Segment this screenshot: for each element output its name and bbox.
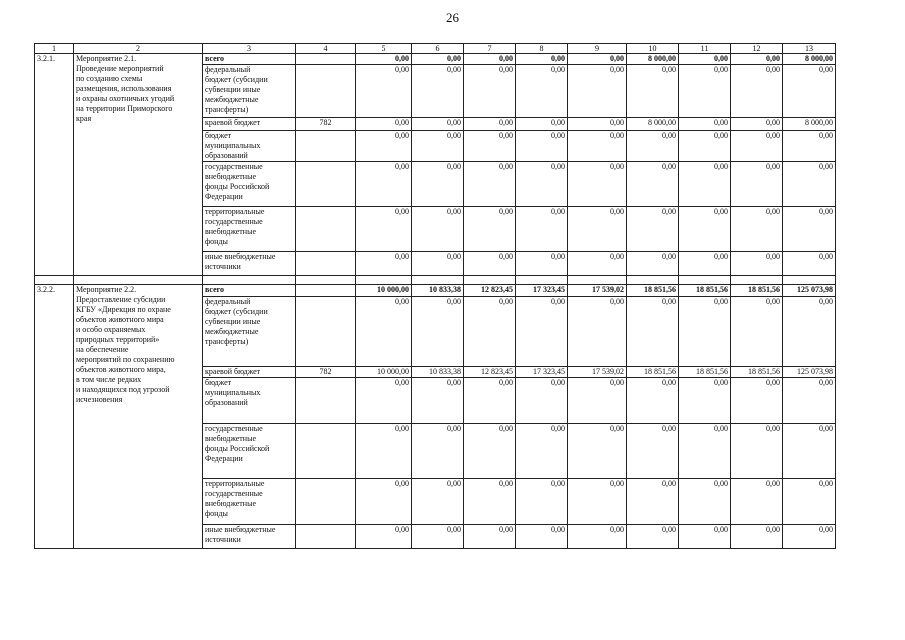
amount-cell: 0,00 <box>731 525 783 549</box>
funding-source: бюджет муниципальных образований <box>203 131 296 162</box>
amount-cell: 0,00 <box>412 207 464 252</box>
column-number-cell: 5 <box>356 44 412 54</box>
amount-cell: 0,00 <box>627 378 679 424</box>
amount-cell: 18 851,56 <box>731 285 783 297</box>
amount-cell: 0,00 <box>627 525 679 549</box>
amount-cell: 0,00 <box>731 252 783 276</box>
amount-cell: 0,00 <box>412 479 464 525</box>
amount-cell: 10 833,38 <box>412 367 464 378</box>
amount-cell: 0,00 <box>731 378 783 424</box>
amount-cell: 0,00 <box>412 525 464 549</box>
amount-cell: 0,00 <box>516 252 568 276</box>
amount-cell: 8 000,00 <box>627 54 679 65</box>
spacer-cell <box>203 276 296 285</box>
amount-cell: 0,00 <box>356 131 412 162</box>
amount-cell: 0,00 <box>568 424 627 479</box>
amount-cell: 0,00 <box>516 525 568 549</box>
amount-cell: 0,00 <box>516 54 568 65</box>
amount-cell: 0,00 <box>783 65 836 118</box>
amount-cell: 0,00 <box>627 207 679 252</box>
activity-code: 3.2.1. <box>35 54 74 276</box>
page-number: 26 <box>446 10 459 25</box>
amount-cell: 0,00 <box>464 131 516 162</box>
amount-cell: 0,00 <box>627 65 679 118</box>
amount-cell: 0,00 <box>464 424 516 479</box>
amount-cell: 0,00 <box>568 131 627 162</box>
amount-cell: 0,00 <box>516 131 568 162</box>
amount-cell: 10 000,00 <box>356 367 412 378</box>
amount-cell: 0,00 <box>783 131 836 162</box>
spacer-cell <box>464 276 516 285</box>
amount-cell: 17 539,02 <box>568 285 627 297</box>
amount-cell: 18 851,56 <box>679 285 731 297</box>
amount-cell: 0,00 <box>516 479 568 525</box>
amount-cell: 0,00 <box>679 131 731 162</box>
grbs-code <box>296 131 356 162</box>
amount-cell: 0,00 <box>356 378 412 424</box>
spacer-cell <box>412 276 464 285</box>
spacer-row <box>35 276 836 285</box>
amount-cell: 0,00 <box>679 424 731 479</box>
column-number-cell: 11 <box>679 44 731 54</box>
amount-cell: 0,00 <box>412 378 464 424</box>
amount-cell: 0,00 <box>412 65 464 118</box>
amount-cell: 0,00 <box>731 131 783 162</box>
activity-description: Мероприятие 2.2. Предоставление субсидии КГБУ «Дирекция по охране объектов животного мира и особо охраняемых природных территорий» на обеспечение мероприятий по сохранению объектов животного мира, в том числе редких и находящихся под угрозой исчезновения <box>74 285 203 549</box>
amount-cell: 0,00 <box>627 131 679 162</box>
amount-cell: 0,00 <box>731 118 783 131</box>
spacer-cell <box>783 276 836 285</box>
amount-cell: 0,00 <box>679 65 731 118</box>
amount-cell: 12 823,45 <box>464 285 516 297</box>
amount-cell: 0,00 <box>679 207 731 252</box>
amount-cell: 0,00 <box>679 479 731 525</box>
amount-cell: 18 851,56 <box>627 285 679 297</box>
column-number-cell: 3 <box>203 44 296 54</box>
amount-cell: 0,00 <box>783 378 836 424</box>
amount-cell: 0,00 <box>356 297 412 367</box>
spacer-cell <box>627 276 679 285</box>
amount-cell: 18 851,56 <box>627 367 679 378</box>
grbs-code <box>296 479 356 525</box>
amount-cell: 0,00 <box>516 424 568 479</box>
amount-cell: 0,00 <box>783 297 836 367</box>
amount-cell: 0,00 <box>731 65 783 118</box>
amount-cell: 0,00 <box>464 297 516 367</box>
amount-cell: 0,00 <box>731 54 783 65</box>
funding-source: государственные внебюджетные фонды Российской Федерации <box>203 424 296 479</box>
grbs-code <box>296 285 356 297</box>
amount-cell: 0,00 <box>356 525 412 549</box>
spacer-cell <box>35 276 74 285</box>
grbs-code <box>296 378 356 424</box>
funding-source: краевой бюджет <box>203 367 296 378</box>
activity-description: Мероприятие 2.1. Проведение мероприятий по созданию схемы размещения, использования и охраны охотничьих угодий на территории Приморского края <box>74 54 203 276</box>
amount-cell: 125 073,98 <box>783 285 836 297</box>
column-number-cell: 7 <box>464 44 516 54</box>
amount-cell: 0,00 <box>356 118 412 131</box>
amount-cell: 0,00 <box>412 131 464 162</box>
amount-cell: 0,00 <box>731 207 783 252</box>
amount-cell: 0,00 <box>731 297 783 367</box>
amount-cell: 0,00 <box>783 162 836 207</box>
amount-cell: 0,00 <box>568 54 627 65</box>
amount-cell: 0,00 <box>356 207 412 252</box>
amount-cell: 0,00 <box>516 297 568 367</box>
amount-cell: 0,00 <box>464 525 516 549</box>
column-number-cell: 9 <box>568 44 627 54</box>
amount-cell: 0,00 <box>679 252 731 276</box>
amount-cell: 10 000,00 <box>356 285 412 297</box>
amount-cell: 0,00 <box>627 297 679 367</box>
amount-cell: 0,00 <box>731 162 783 207</box>
funding-source: федеральный бюджет (субсидии субвенции иные межбюджетные трансферты) <box>203 65 296 118</box>
amount-cell: 0,00 <box>356 479 412 525</box>
amount-cell: 8 000,00 <box>783 54 836 65</box>
column-number-row <box>35 44 836 54</box>
funding-source: государственные внебюджетные фонды Российской Федерации <box>203 162 296 207</box>
amount-cell: 17 539,02 <box>568 367 627 378</box>
amount-cell: 0,00 <box>783 479 836 525</box>
grbs-code <box>296 424 356 479</box>
amount-cell: 0,00 <box>627 252 679 276</box>
amount-cell: 8 000,00 <box>783 118 836 131</box>
amount-cell: 0,00 <box>356 65 412 118</box>
amount-cell: 0,00 <box>627 424 679 479</box>
amount-cell: 10 833,38 <box>412 285 464 297</box>
amount-cell: 0,00 <box>568 207 627 252</box>
amount-cell: 0,00 <box>464 118 516 131</box>
amount-cell: 0,00 <box>679 162 731 207</box>
amount-cell: 0,00 <box>412 297 464 367</box>
grbs-code <box>296 525 356 549</box>
amount-cell: 0,00 <box>356 162 412 207</box>
column-number-cell: 6 <box>412 44 464 54</box>
grbs-code <box>296 297 356 367</box>
spacer-cell <box>516 276 568 285</box>
amount-cell: 0,00 <box>464 162 516 207</box>
funding-source: бюджет муниципальных образований <box>203 378 296 424</box>
funding-source: иные внебюджетные источники <box>203 252 296 276</box>
amount-cell: 0,00 <box>568 479 627 525</box>
grbs-code <box>296 65 356 118</box>
column-number-cell: 8 <box>516 44 568 54</box>
spacer-cell <box>296 276 356 285</box>
funding-source: всего <box>203 285 296 297</box>
amount-cell: 0,00 <box>516 207 568 252</box>
funding-source: всего <box>203 54 296 65</box>
amount-cell: 0,00 <box>679 525 731 549</box>
amount-cell: 0,00 <box>783 252 836 276</box>
funding-source: территориальные государственные внебюджетные фонды <box>203 207 296 252</box>
amount-cell: 0,00 <box>568 378 627 424</box>
column-number-cell: 13 <box>783 44 836 54</box>
amount-cell: 0,00 <box>783 525 836 549</box>
amount-cell: 0,00 <box>464 54 516 65</box>
column-number-cell: 1 <box>35 44 74 54</box>
amount-cell: 0,00 <box>412 54 464 65</box>
amount-cell: 0,00 <box>356 252 412 276</box>
spacer-cell <box>568 276 627 285</box>
table-row <box>35 54 836 65</box>
grbs-code: 782 <box>296 118 356 131</box>
amount-cell: 0,00 <box>679 54 731 65</box>
amount-cell: 18 851,56 <box>679 367 731 378</box>
amount-cell: 0,00 <box>412 252 464 276</box>
amount-cell: 0,00 <box>516 162 568 207</box>
funding-source: иные внебюджетные источники <box>203 525 296 549</box>
amount-cell: 125 073,98 <box>783 367 836 378</box>
amount-cell: 0,00 <box>627 479 679 525</box>
spacer-cell <box>356 276 412 285</box>
table-body <box>35 54 836 549</box>
amount-cell: 0,00 <box>464 479 516 525</box>
amount-cell: 0,00 <box>627 162 679 207</box>
column-number-cell: 12 <box>731 44 783 54</box>
amount-cell: 17 323,45 <box>516 285 568 297</box>
amount-cell: 0,00 <box>783 207 836 252</box>
grbs-code <box>296 54 356 65</box>
amount-cell: 0,00 <box>568 525 627 549</box>
funding-source: территориальные государственные внебюджетные фонды <box>203 479 296 525</box>
amount-cell: 0,00 <box>679 378 731 424</box>
column-number-cell: 2 <box>74 44 203 54</box>
column-number-cell: 4 <box>296 44 356 54</box>
amount-cell: 0,00 <box>568 118 627 131</box>
amount-cell: 0,00 <box>783 424 836 479</box>
amount-cell: 0,00 <box>568 65 627 118</box>
column-number-cell: 10 <box>627 44 679 54</box>
amount-cell: 8 000,00 <box>627 118 679 131</box>
amount-cell: 0,00 <box>356 54 412 65</box>
amount-cell: 0,00 <box>464 378 516 424</box>
grbs-code <box>296 252 356 276</box>
activity-code: 3.2.2. <box>35 285 74 549</box>
amount-cell: 0,00 <box>516 65 568 118</box>
budget-table <box>34 43 836 549</box>
amount-cell: 0,00 <box>568 297 627 367</box>
amount-cell: 0,00 <box>679 118 731 131</box>
amount-cell: 0,00 <box>568 252 627 276</box>
amount-cell: 0,00 <box>731 479 783 525</box>
amount-cell: 0,00 <box>568 162 627 207</box>
amount-cell: 0,00 <box>356 424 412 479</box>
amount-cell: 0,00 <box>464 207 516 252</box>
amount-cell: 0,00 <box>679 297 731 367</box>
spacer-cell <box>731 276 783 285</box>
funding-source: краевой бюджет <box>203 118 296 131</box>
amount-cell: 17 323,45 <box>516 367 568 378</box>
spacer-cell <box>74 276 203 285</box>
amount-cell: 12 823,45 <box>464 367 516 378</box>
grbs-code: 782 <box>296 367 356 378</box>
budget-table-container <box>34 43 836 549</box>
amount-cell: 0,00 <box>412 162 464 207</box>
amount-cell: 0,00 <box>412 118 464 131</box>
spacer-cell <box>679 276 731 285</box>
grbs-code <box>296 207 356 252</box>
amount-cell: 0,00 <box>516 378 568 424</box>
funding-source: федеральный бюджет (субсидии субвенции иные межбюджетные трансферты) <box>203 297 296 367</box>
amount-cell: 0,00 <box>516 118 568 131</box>
grbs-code <box>296 162 356 207</box>
amount-cell: 18 851,56 <box>731 367 783 378</box>
amount-cell: 0,00 <box>464 252 516 276</box>
table-row <box>35 285 836 297</box>
amount-cell: 0,00 <box>464 65 516 118</box>
amount-cell: 0,00 <box>731 424 783 479</box>
amount-cell: 0,00 <box>412 424 464 479</box>
